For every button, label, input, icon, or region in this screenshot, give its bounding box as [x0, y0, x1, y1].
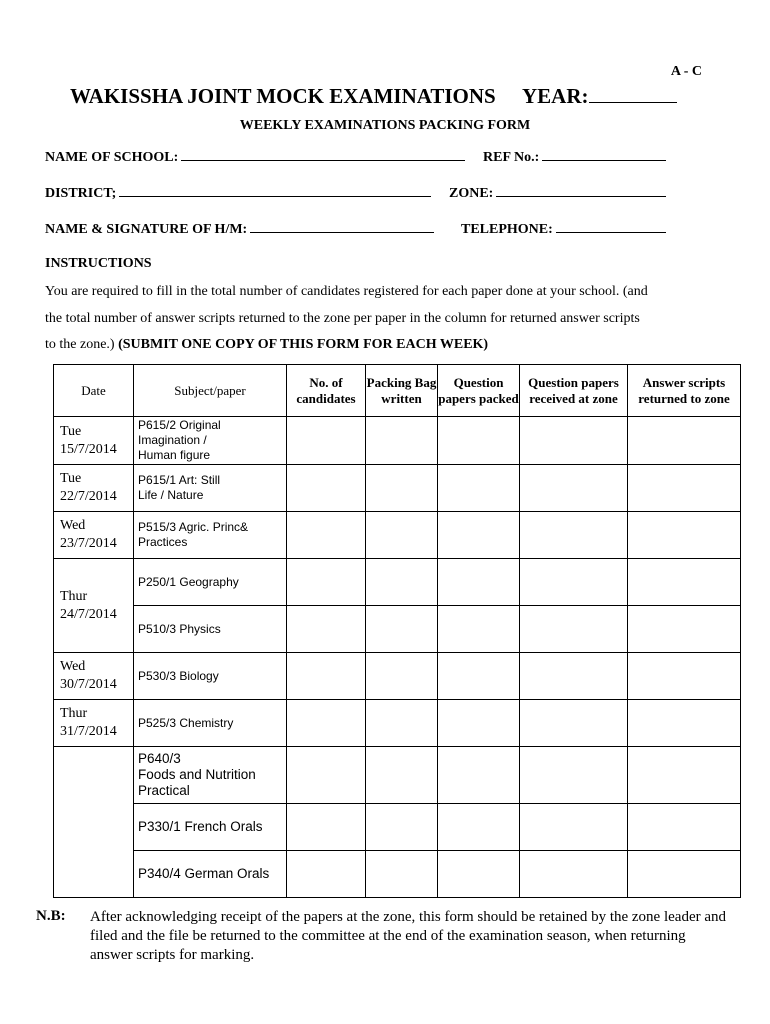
table-row	[54, 653, 741, 700]
table-row	[54, 851, 741, 898]
subject-cell	[134, 804, 287, 851]
telephone-label: TELEPHONE:	[461, 222, 553, 237]
entry-cell[interactable]	[438, 512, 520, 559]
year-blank[interactable]	[589, 101, 677, 103]
school-label: NAME OF SCHOOL:	[45, 150, 179, 165]
entry-cell[interactable]	[287, 559, 366, 606]
subject-line: P525/3 Chemistry	[138, 715, 234, 730]
entry-cell[interactable]	[287, 512, 366, 559]
entry-cell[interactable]	[287, 747, 366, 804]
entry-cell[interactable]	[628, 606, 741, 653]
note-label: N.B:	[36, 908, 66, 924]
subject-cell	[134, 417, 287, 465]
col-subject-header: Subject/paper	[134, 365, 287, 417]
entry-cell[interactable]	[520, 804, 628, 851]
entry-cell[interactable]	[520, 465, 628, 512]
entry-cell[interactable]	[438, 700, 520, 747]
entry-cell[interactable]	[438, 606, 520, 653]
day-text: Wed	[60, 659, 86, 674]
instructions-heading: INSTRUCTIONS	[45, 256, 152, 271]
school-field	[45, 150, 468, 166]
day-text: Thur	[60, 706, 88, 721]
entry-cell[interactable]	[366, 653, 438, 700]
form-code: A - C	[670, 64, 702, 79]
subject-cell	[134, 747, 287, 804]
subject-cell	[134, 851, 287, 898]
subject-cell	[134, 700, 287, 747]
school-blank[interactable]	[181, 159, 465, 161]
table-row	[54, 804, 741, 851]
table-row	[54, 559, 741, 606]
entry-cell[interactable]	[438, 851, 520, 898]
year-label: YEAR:	[522, 84, 589, 108]
date-text: 30/7/2014	[60, 677, 117, 692]
entry-cell[interactable]	[287, 606, 366, 653]
entry-cell[interactable]	[520, 512, 628, 559]
subject-line: P615/2 Original	[138, 418, 221, 432]
entry-cell[interactable]	[366, 512, 438, 559]
table-row	[54, 747, 741, 804]
telephone-blank[interactable]	[556, 231, 666, 233]
entry-cell[interactable]	[438, 559, 520, 606]
date-cell	[54, 559, 134, 653]
date-cell-empty	[54, 747, 134, 898]
entry-cell[interactable]	[366, 804, 438, 851]
entry-cell[interactable]	[287, 653, 366, 700]
ref-label: REF No.:	[483, 150, 540, 165]
entry-cell[interactable]	[366, 559, 438, 606]
subject-line: Practices	[138, 535, 188, 549]
subject-cell	[134, 606, 287, 653]
subject-cell	[134, 512, 287, 559]
subject-line: P615/1 Art: Still	[138, 473, 221, 487]
date-text: 15/7/2014	[60, 441, 117, 457]
table-row	[54, 465, 741, 512]
zone-label: ZONE:	[449, 186, 494, 201]
entry-cell[interactable]	[520, 851, 628, 898]
entry-cell[interactable]	[287, 700, 366, 747]
day-text: Tue	[60, 471, 82, 486]
date-cell	[54, 417, 134, 465]
subject-line: P515/3 Agric. Princ&	[138, 520, 249, 534]
instructions-line-1: You are required to fill in the total number of candidates registered for each paper done at your school. (and	[45, 284, 648, 299]
subject-cell	[134, 465, 287, 512]
date-cell	[54, 465, 134, 512]
subject-line: P330/1 French Orals	[138, 819, 263, 834]
subject-line: P250/1 Geography	[138, 574, 239, 589]
entry-cell[interactable]	[628, 700, 741, 747]
entry-cell[interactable]	[520, 606, 628, 653]
entry-cell[interactable]	[287, 851, 366, 898]
packing-table	[53, 364, 741, 898]
entry-cell[interactable]	[366, 747, 438, 804]
date-text: 31/7/2014	[60, 724, 117, 739]
ref-field	[483, 150, 669, 166]
entry-cell[interactable]	[366, 606, 438, 653]
entry-cell[interactable]	[520, 653, 628, 700]
col-packing-bag-header: Packing Bag written	[366, 365, 438, 417]
subject-line: Foods and Nutrition	[138, 767, 256, 782]
instructions-line-3	[45, 337, 488, 353]
date-cell	[54, 653, 134, 700]
date-cell	[54, 700, 134, 747]
entry-cell[interactable]	[520, 700, 628, 747]
form-subtitle: WEEKLY EXAMINATIONS PACKING FORM	[239, 118, 531, 133]
entry-cell[interactable]	[438, 653, 520, 700]
entry-cell[interactable]	[366, 851, 438, 898]
entry-cell[interactable]	[520, 747, 628, 804]
instructions-line-3-bold: (SUBMIT ONE COPY OF THIS FORM FOR EACH WEEK)	[118, 337, 489, 352]
note-text: After acknowledging receipt of the papers at the zone, this form should be retained by the zone leader and filed and the file be returned to the committee at the end of the examination season, when returning answer scripts for marking.	[90, 909, 727, 963]
hm-blank[interactable]	[250, 231, 434, 233]
entry-cell[interactable]	[628, 653, 741, 700]
entry-cell[interactable]	[366, 465, 438, 512]
entry-cell[interactable]	[287, 417, 366, 465]
day-text: Wed	[60, 518, 86, 533]
entry-cell[interactable]	[287, 465, 366, 512]
col-papers-received-header: Question papers received at zone	[520, 365, 628, 417]
district-blank[interactable]	[119, 195, 431, 197]
ref-blank[interactable]	[542, 159, 666, 161]
subject-line: Practical	[138, 783, 190, 798]
subject-line: Human figure	[138, 448, 211, 462]
zone-blank[interactable]	[496, 195, 666, 197]
col-papers-packed-header: Question papers packed	[438, 365, 520, 417]
col-date-header: Date	[54, 365, 134, 417]
subject-line: Life / Nature	[138, 488, 204, 502]
instructions-line-2: the total number of answer scripts returned to the zone per paper in the column for returned answer scripts	[45, 311, 640, 326]
entry-cell[interactable]	[628, 804, 741, 851]
table-row	[54, 512, 741, 559]
day-text: Tue	[60, 423, 82, 439]
entry-cell[interactable]	[366, 700, 438, 747]
telephone-field	[461, 222, 669, 238]
table-row	[54, 700, 741, 747]
subject-line: P340/4 German Orals	[138, 866, 270, 881]
entry-cell[interactable]	[628, 559, 741, 606]
day-text: Thur	[60, 588, 88, 604]
date-text: 23/7/2014	[60, 536, 117, 551]
subject-line: P530/3 Biology	[138, 668, 219, 683]
subject-line: P640/3	[138, 751, 181, 766]
entry-cell[interactable]	[628, 512, 741, 559]
date-cell	[54, 512, 134, 559]
entry-cell[interactable]	[520, 417, 628, 465]
entry-cell[interactable]	[438, 417, 520, 465]
entry-cell[interactable]	[628, 851, 741, 898]
zone-field	[449, 186, 669, 202]
district-label: DISTRICT;	[45, 186, 117, 201]
district-field	[45, 186, 434, 202]
col-scripts-returned-header: Answer scripts returned to zone	[628, 365, 741, 417]
hm-label: NAME & SIGNATURE OF H/M:	[45, 222, 248, 237]
entry-cell[interactable]	[438, 465, 520, 512]
entry-cell[interactable]	[438, 747, 520, 804]
entry-cell[interactable]	[287, 804, 366, 851]
entry-cell[interactable]	[628, 417, 741, 465]
subject-line: P510/3 Physics	[138, 621, 221, 636]
subject-line: Imagination /	[138, 433, 207, 447]
table-header-row	[54, 365, 741, 417]
entry-cell[interactable]	[628, 747, 741, 804]
exam-title: WAKISSHA JOINT MOCK EXAMINATIONS	[70, 84, 496, 108]
instructions-line-3-plain: to the zone.)	[45, 337, 115, 352]
date-text: 22/7/2014	[60, 489, 117, 504]
entry-cell[interactable]	[438, 804, 520, 851]
table-row	[54, 417, 741, 465]
date-text: 24/7/2014	[60, 606, 117, 622]
table-row	[54, 606, 741, 653]
hm-field	[45, 222, 437, 238]
subject-cell	[134, 653, 287, 700]
col-candidates-header: No. of candidates	[287, 365, 366, 417]
year-field	[522, 84, 680, 109]
subject-cell	[134, 559, 287, 606]
entry-cell[interactable]	[628, 465, 741, 512]
entry-cell[interactable]	[520, 559, 628, 606]
entry-cell[interactable]	[366, 417, 438, 465]
